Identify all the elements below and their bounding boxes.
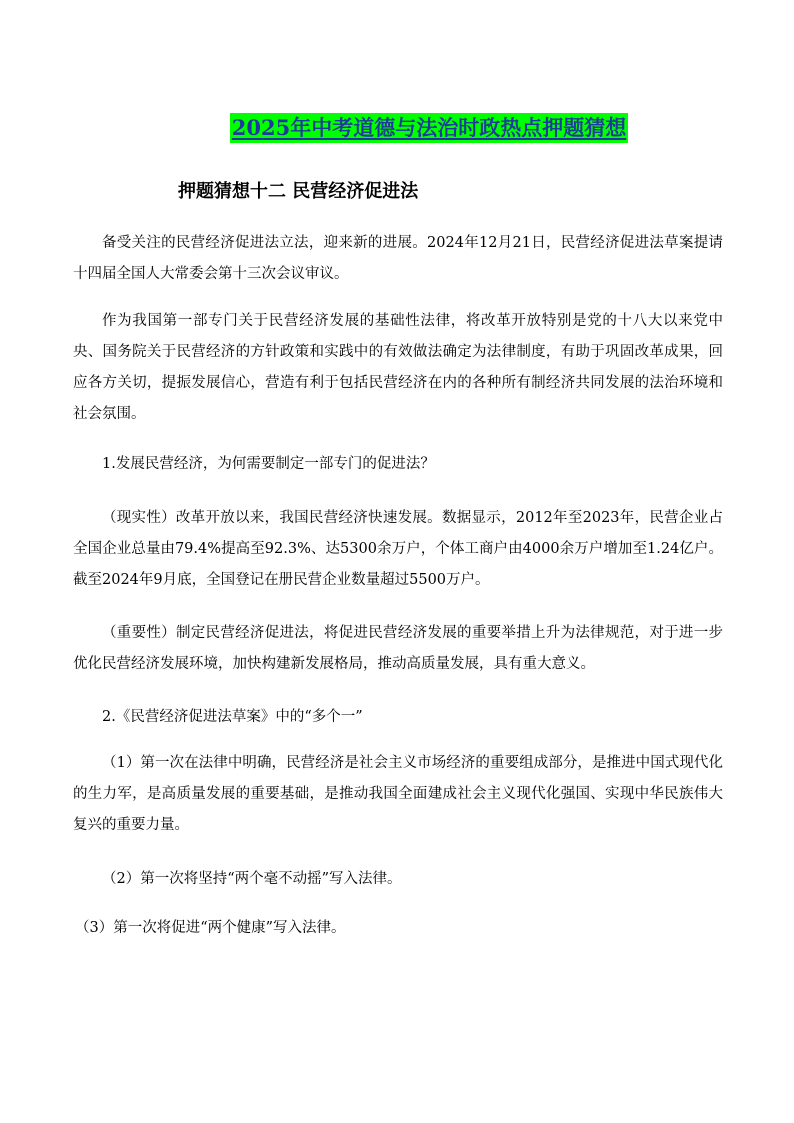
point-2-line: （2）第一次将坚持“两个毫不动摇”写入法律。 — [102, 871, 402, 887]
question-1-heading: 1.发展民营经济，为何需要制定一部专门的促进法？ — [102, 456, 435, 472]
main-title: 2025年中考道德与法治时政热点押题猜想 — [230, 113, 628, 143]
background-paragraph: 作为我国第一部专门关于民营经济发展的基础性法律，将改革开放特别是党的十八大以来党中央、国务院关于民营经济的方针政策和实践中的有效做法确定为法律制度，有助于巩固改革成果，回应各方关切，提振发展信心，营造有利于包括民营经济在内的各种所有制经济共同发展的法治环境和社会氛围。 — [73, 313, 723, 422]
intro-paragraph: 备受关注的民营经济促进法立法，迎来新的进展。2024年12月21日，民营经济促进法草案提请十四届全国人大常委会第十三次会议审议。 — [73, 235, 723, 282]
reality-paragraph: （现实性）改革开放以来，我国民营经济快速发展。数据显示，2012年至2023年，民营企业占全国企业总量由79.4%提高至92.3%、达5300余万户，个体工商户由4000余万户增加至1.24亿户。截至2024年9月底，全国登记在册民营企业数量超过5500万户。 — [73, 510, 723, 588]
section-title: 押题猜想十二 民营经济促进法 — [178, 181, 419, 202]
main-title-container — [0, 113, 794, 143]
question-2-heading: 2.《民营经济促进法草案》中的“多个一” — [102, 709, 363, 725]
point-3-line: （3）第一次将促进“两个健康”写入法律。 — [75, 920, 346, 936]
importance-paragraph: （重要性）制定民营经济促进法，将促进民营经济发展的重要举措上升为法律规范，对于进一步优化民营经济发展环境，加快构建新发展格局，推动高质量发展，具有重大意义。 — [73, 625, 723, 672]
point-1-paragraph: （1）第一次在法律中明确，民营经济是社会主义市场经济的重要组成部分，是推进中国式现代化的生力军，是高质量发展的重要基础，是推动我国全面建成社会主义现代化强国、实现中华民族伟大复兴的重要力量。 — [73, 755, 723, 833]
